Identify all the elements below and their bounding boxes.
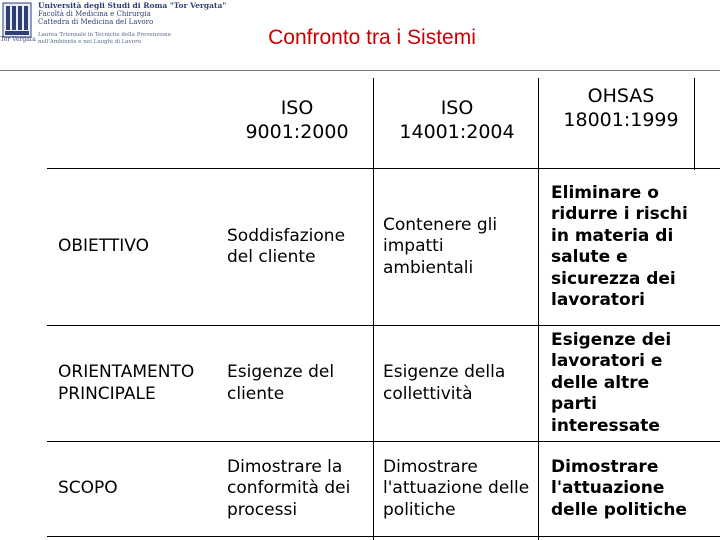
column-header-ohsas18001: OHSAS 18001:1999	[563, 85, 679, 131]
page-title: Confronto tra i Sistemi	[268, 26, 476, 49]
column-header-iso9001: ISO 9001:2000	[245, 97, 349, 143]
cell-scopo-iso9001: Dimostrare la conformità dei processi	[227, 456, 351, 520]
cell-scopo-ohsas: Dimostrare l'attuazione delle politiche	[551, 456, 687, 520]
chair-name: Cattedra di Medicina del Lavoro	[38, 18, 154, 26]
row-label-obiettivo: OBIETTIVO	[58, 236, 149, 257]
row-divider-4	[47, 536, 720, 537]
university-name: Università degli Studi di Roma "Tor Vergata"	[38, 1, 227, 10]
degree-line-1: Laurea Triennale in Tecniche della Prevenzione	[38, 32, 171, 38]
row-label-orientamento: ORIENTAMENTO PRINCIPALE	[58, 362, 195, 404]
cell-orientamento-iso9001: Esigenze del cliente	[227, 362, 335, 404]
row-divider-1	[47, 168, 720, 169]
slide-header	[0, 0, 720, 70]
column-divider-2	[538, 78, 539, 540]
faculty-name: Facoltà di Medicina e Chirurgia	[38, 10, 151, 18]
header-divider	[0, 70, 720, 71]
cell-obiettivo-iso14001: Contenere gli impatti ambientali	[383, 214, 498, 278]
degree-line-2: nell'Ambiente e nei Luoghi di Lavoro	[38, 39, 142, 45]
row-divider-3	[47, 441, 720, 442]
column-divider-3	[694, 78, 695, 170]
column-header-iso14001: ISO 14001:2004	[399, 97, 515, 143]
logo-caption: Tor Vergata	[0, 36, 36, 43]
column-divider-1	[373, 78, 374, 540]
row-label-scopo: SCOPO	[58, 478, 118, 499]
row-divider-2	[47, 325, 720, 326]
cell-orientamento-ohsas: Esigenze dei lavoratori e delle altre parti interessate	[551, 329, 672, 436]
cell-obiettivo-iso9001: Soddisfazione del cliente	[227, 225, 346, 267]
university-heading	[38, 1, 227, 46]
cell-scopo-iso14001: Dimostrare l'attuazione delle politiche	[383, 456, 530, 520]
cell-orientamento-iso14001: Esigenze della collettività	[383, 362, 506, 404]
cell-obiettivo-ohsas: Eliminare o ridurre i rischi in materia di salute e sicurezza dei lavoratori	[551, 182, 688, 310]
